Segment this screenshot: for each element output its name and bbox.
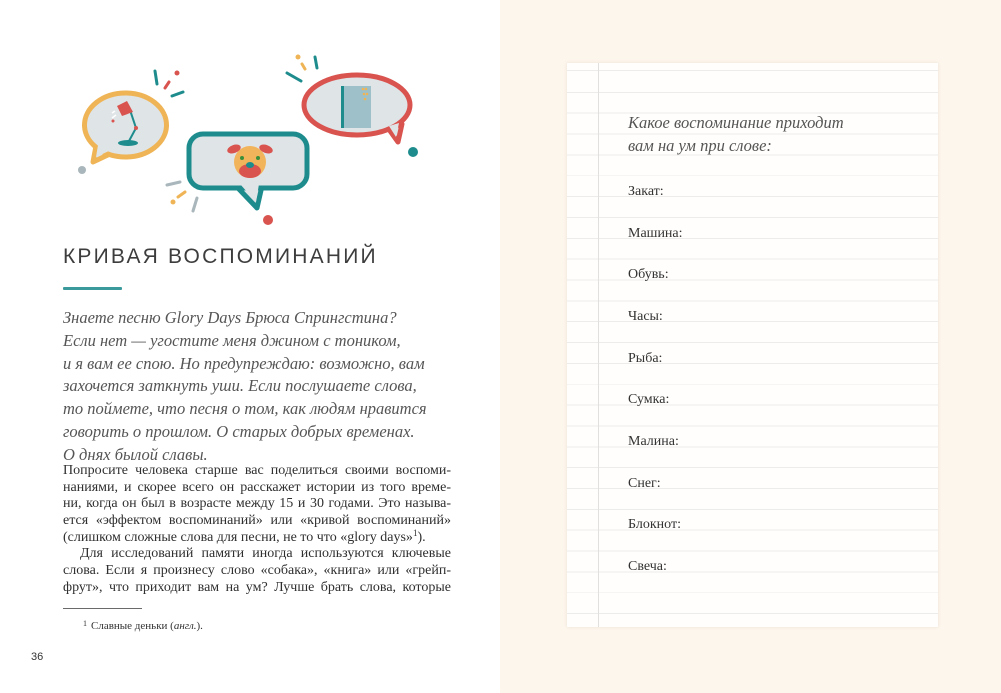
intro-line: и я вам ее спою. Но предупреждаю: возможно, вам: [63, 353, 425, 373]
gray-dot-icon: [78, 166, 86, 174]
exclamation-dashes-icon: [155, 71, 183, 97]
left-page: [0, 0, 500, 693]
exclamation-dashes-icon: [287, 55, 317, 82]
lamp-bubble-icon: [85, 93, 167, 162]
intro-line: Если нет — угостите меня джином с тоником,: [63, 330, 401, 350]
cue-word: Машина:: [628, 225, 683, 241]
dog-bubble-icon: [189, 134, 307, 208]
notebook-bubble-icon: [304, 75, 410, 142]
body-paragraph: [63, 463, 451, 597]
cue-word: Сумка:: [628, 392, 670, 408]
body-line: наниями, и скорее всего он расскажет истории из того време-: [63, 479, 451, 495]
red-dot-icon: [263, 215, 273, 225]
footnote-tail: ).: [196, 620, 203, 632]
body-line: Попросите человека старше вас поделиться своими воспоми-: [63, 463, 451, 478]
body-line: ни, когда он был в возрасте между 15 и 30 годами. Это называ-: [63, 496, 451, 512]
footnote-reference[interactable]: 1: [412, 527, 418, 538]
body-line-tail: ).: [417, 529, 426, 545]
cue-word: Малина:: [628, 433, 679, 449]
title-underline: [63, 287, 122, 290]
intro-line: говорить о прошлом. О старых добрых временах.: [63, 421, 415, 441]
teal-dot-icon: [408, 147, 418, 157]
prompt-line: Какое воспоминание приходит: [628, 113, 844, 132]
footnote-marker: 1: [83, 619, 87, 628]
cue-word: Блокнот:: [628, 517, 681, 533]
lined-notebook-sheet: [567, 63, 938, 627]
speech-bubbles-illustration: [0, 0, 500, 240]
footnote: [83, 617, 203, 633]
footnote-italic: англ.: [173, 620, 197, 632]
cue-word-list: [628, 171, 683, 588]
body-line: ется «эффектом воспоминаний» или «кривой воспоминаний»: [63, 513, 451, 529]
footnote-divider: [63, 608, 142, 609]
cue-word: Снег:: [628, 475, 661, 491]
page-number: 36: [31, 651, 44, 663]
margin-line: [598, 63, 599, 627]
cue-word: Обувь:: [628, 267, 669, 283]
chapter-title: КРИВАЯ ВОСПОМИНАНИЙ: [63, 245, 378, 268]
intro-paragraph: [63, 307, 427, 467]
body-line: фрут», что приходит вам на ум? Лучше брать слова, которые: [63, 579, 451, 595]
prompt-line: вам на ум при слове:: [628, 136, 772, 155]
intro-line: то поймете, что песня о том, как людям нравится: [63, 399, 427, 419]
body-line-text: (слишком сложные слова для песни, не то что «glory days»: [63, 529, 413, 545]
notebook-icon: [341, 86, 371, 128]
cue-word: Закат:: [628, 184, 664, 199]
intro-line: О днях былой славы.: [63, 444, 208, 464]
cue-word: Свеча:: [628, 558, 667, 574]
intro-line: захочется заткнуть уши. Если послушаете слова,: [63, 376, 417, 396]
cue-word: Рыба:: [628, 350, 663, 366]
body-line: Для исследований памяти иногда используются ключевые: [80, 546, 451, 562]
intro-line: Знаете песню Glory Days Брюса Спрингстина?: [63, 308, 397, 327]
exercise-prompt: [628, 111, 844, 157]
footnote-text: Славные деньки (: [91, 620, 174, 632]
body-line: слова. Если я произнесу слово «собака», «книга» или «грейп-: [63, 563, 451, 579]
cue-word: Часы:: [628, 308, 663, 324]
body-line: [63, 527, 451, 547]
right-page: [500, 0, 1001, 693]
